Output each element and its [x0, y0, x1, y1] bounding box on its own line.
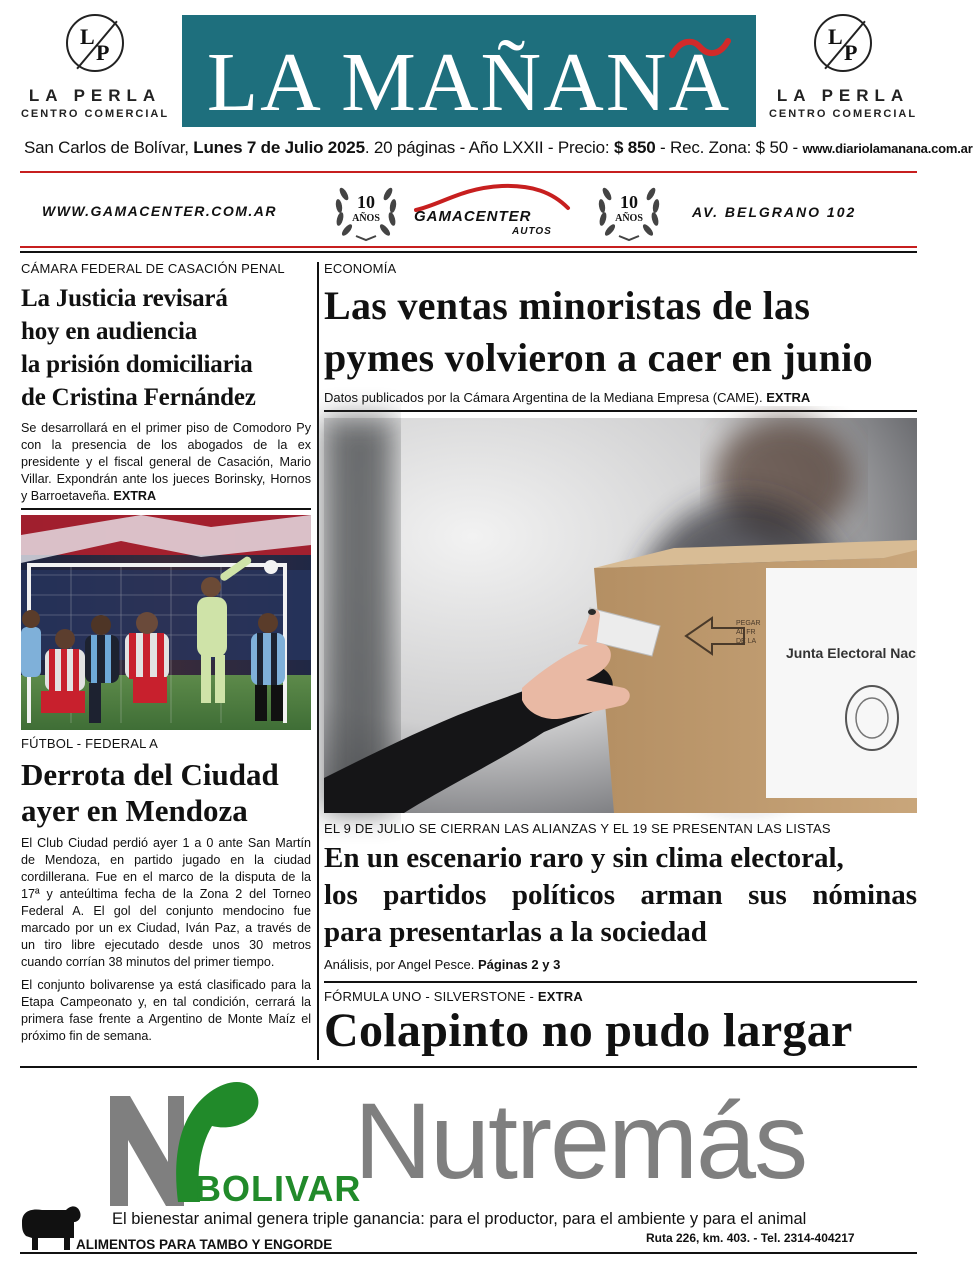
- cow-silhouette-icon: [20, 1202, 82, 1252]
- story-body: [21, 420, 311, 505]
- ad-bottom-rule: [20, 1252, 917, 1254]
- dateline-pages: . 20 páginas - Año LXXII - Precio:: [364, 138, 610, 157]
- la-perla-subtitle: CENTRO COMERCIAL: [768, 108, 918, 120]
- dateline-website-link[interactable]: www.diariolamanana.com.ar: [802, 141, 973, 156]
- lp-initial-l: L: [80, 24, 95, 49]
- football-match-photo: [21, 515, 311, 730]
- gamacenter-website[interactable]: WWW.GAMACENTER.COM.AR: [42, 203, 277, 219]
- gamacenter-ad-band: [20, 176, 917, 246]
- story-kicker-text: FÓRMULA UNO - SILVERSTONE -: [324, 989, 535, 1004]
- band-black-rule: [20, 251, 917, 253]
- lp-initial-l: L: [828, 24, 843, 49]
- story-headline[interactable]: [324, 280, 917, 384]
- dateline-date: Lunes 7 de Julio 2025: [193, 138, 365, 157]
- la-perla-badge-left: [20, 14, 170, 120]
- column-separator: [317, 262, 319, 1060]
- story-headline[interactable]: [21, 282, 311, 414]
- nutremas-brand: Nutremás: [354, 1080, 807, 1201]
- story-ciudad-derrota[interactable]: [21, 736, 311, 1045]
- headline-line: En un escenario raro y sin clima electoral,: [324, 842, 844, 874]
- story-kicker: [324, 989, 917, 1004]
- ballot-photo-illustration: [324, 418, 917, 813]
- la-perla-badge-right: [768, 14, 918, 120]
- gamacenter-brand: GAMACENTER: [414, 208, 532, 225]
- gamacenter-logo: [412, 182, 572, 242]
- nutremas-bolivar: BOLIVAR: [195, 1168, 362, 1209]
- box-arrow-text-2: AL FR: [736, 629, 756, 636]
- laurel-text: AÑOS: [352, 213, 380, 224]
- ad-top-rule: [20, 1066, 917, 1068]
- story-deck: [324, 390, 917, 405]
- story-pages: Páginas 2 y 3: [477, 957, 561, 972]
- headline-line: Derrota del Ciudad: [21, 757, 279, 792]
- gamacenter-subbrand: AUTOS: [512, 226, 552, 237]
- left-story-divider: [21, 508, 311, 510]
- story-body: El conjunto bolivarense ya está clasificado para la Etapa Campeonato y, en tal condición, cerrará la primera fase frente a Argentino de Monte Maíz el próximo fin de semana.: [21, 978, 311, 1043]
- headline-line: La Justicia revisará: [21, 285, 228, 312]
- gamacenter-address: AV. BELGRANO 102: [692, 204, 857, 220]
- box-arrow-text-3: DE LA: [736, 638, 757, 645]
- headline-line: Las ventas minoristas de las: [324, 283, 811, 328]
- laurel-number: 10: [620, 192, 638, 212]
- story-body: El Club Ciudad perdió ayer 1 a 0 ante San Martín de Mendoza, en partido jugado en la ciudad cordillerana. Fue en el marco de la disputa de la 17ª y anteúltima fecha de la Zona 2 del Torneo Federal A. El gol del conjunto mendocino fue marcado por un ex Ciudad, Iván Paz, a través de un tiro libre ejecutado desde unos 30 metros cuando corrían 38 minutos del primer tiempo.: [21, 836, 311, 969]
- story-deck: [324, 957, 917, 972]
- story-tag: EXTRA: [537, 989, 583, 1004]
- newspaper-title: LA MAÑANA: [206, 36, 732, 129]
- ten-years-laurel-right: [593, 180, 665, 242]
- lp-initial-p: P: [96, 40, 110, 65]
- story-escenario-electoral[interactable]: [324, 821, 917, 972]
- story-body-text: Se desarrollará en el primer piso de Comodoro Py con la presencia de los abogados de la ex presidente y el fiscal general de Casación, Mario Villar. Expondrán ante los jueces Borinsky, Hornos y Barroetaveña.: [21, 421, 311, 503]
- story-headline[interactable]: [21, 757, 311, 829]
- headline-line: los partidos políticos arman sus nóminas: [324, 879, 917, 911]
- la-perla-name: LA PERLA: [28, 86, 162, 105]
- nutremas-advertisement[interactable]: [20, 1066, 917, 1256]
- dateline: [24, 138, 973, 158]
- dateline-rec: - Rec. Zona: $ 50 -: [660, 138, 798, 157]
- ten-years-laurel-left: [330, 180, 402, 242]
- headline-line: de Cristina Fernández: [21, 384, 256, 411]
- box-arrow-text-1: PEGAR: [736, 620, 761, 627]
- newspaper-title-box: [182, 15, 756, 127]
- story-kicker: FÚTBOL - FEDERAL A: [21, 736, 158, 751]
- story-colapinto[interactable]: [324, 989, 917, 1057]
- story-deck-text: Datos publicados por la Cámara Argentina de la Mediana Empresa (CAME).: [324, 390, 763, 405]
- la-perla-name: LA PERLA: [776, 86, 910, 105]
- lp-initial-p: P: [844, 40, 858, 65]
- story-kicker: ECONOMÍA: [324, 261, 397, 276]
- headline-line: la prisión domiciliaria: [21, 351, 253, 378]
- ballot-box-photo: [324, 418, 917, 813]
- masthead-red-rule: [20, 171, 917, 173]
- main-story-divider: [324, 410, 917, 412]
- story-headline[interactable]: Colapinto no pudo largar: [324, 1004, 853, 1057]
- story-tag: EXTRA: [766, 390, 811, 405]
- la-perla-logo-icon: [814, 14, 872, 72]
- nutremas-tagline: ALIMENTOS PARA TAMBO Y ENGORDE: [76, 1237, 333, 1252]
- story-kicker: EL 9 DE JULIO SE CIERRAN LAS ALIANZAS Y EL 19 SE PRESENTAN LAS LISTAS: [324, 821, 831, 836]
- dateline-city: San Carlos de Bolívar,: [24, 138, 189, 157]
- electoral-story-divider: [324, 981, 917, 983]
- headline-line: pymes volvieron a caer en junio: [324, 335, 873, 380]
- la-perla-subtitle: CENTRO COMERCIAL: [20, 108, 170, 120]
- headline-line: ayer en Mendoza: [21, 793, 248, 828]
- nutremas-slogan: El bienestar animal genera triple ganancia: para el productor, para el ambiente y para el animal: [112, 1210, 807, 1228]
- headline-line: para presentarlas a la sociedad: [324, 916, 707, 948]
- band-red-rule: [20, 246, 917, 248]
- dateline-price: $ 850: [613, 138, 656, 157]
- story-headline[interactable]: [324, 840, 917, 951]
- story-cristina-fernandez[interactable]: [21, 261, 311, 505]
- masthead: [0, 0, 973, 157]
- laurel-number: 10: [357, 192, 375, 212]
- la-perla-logo-icon: [66, 14, 124, 72]
- football-photo-illustration: [21, 515, 311, 730]
- story-ventas-minoristas[interactable]: [324, 261, 917, 405]
- story-deck-text: Análisis, por Angel Pesce.: [324, 957, 475, 972]
- ballot-box-label: Junta Electoral Nac: [786, 645, 916, 661]
- story-kicker: CÁMARA FEDERAL DE CASACIÓN PENAL: [21, 261, 285, 276]
- nutremas-contact: Ruta 226, km. 403. - Tel. 2314-404217: [646, 1231, 855, 1245]
- laurel-text: AÑOS: [615, 213, 643, 224]
- headline-line: hoy en audiencia: [21, 318, 197, 345]
- story-tag: EXTRA: [113, 489, 157, 503]
